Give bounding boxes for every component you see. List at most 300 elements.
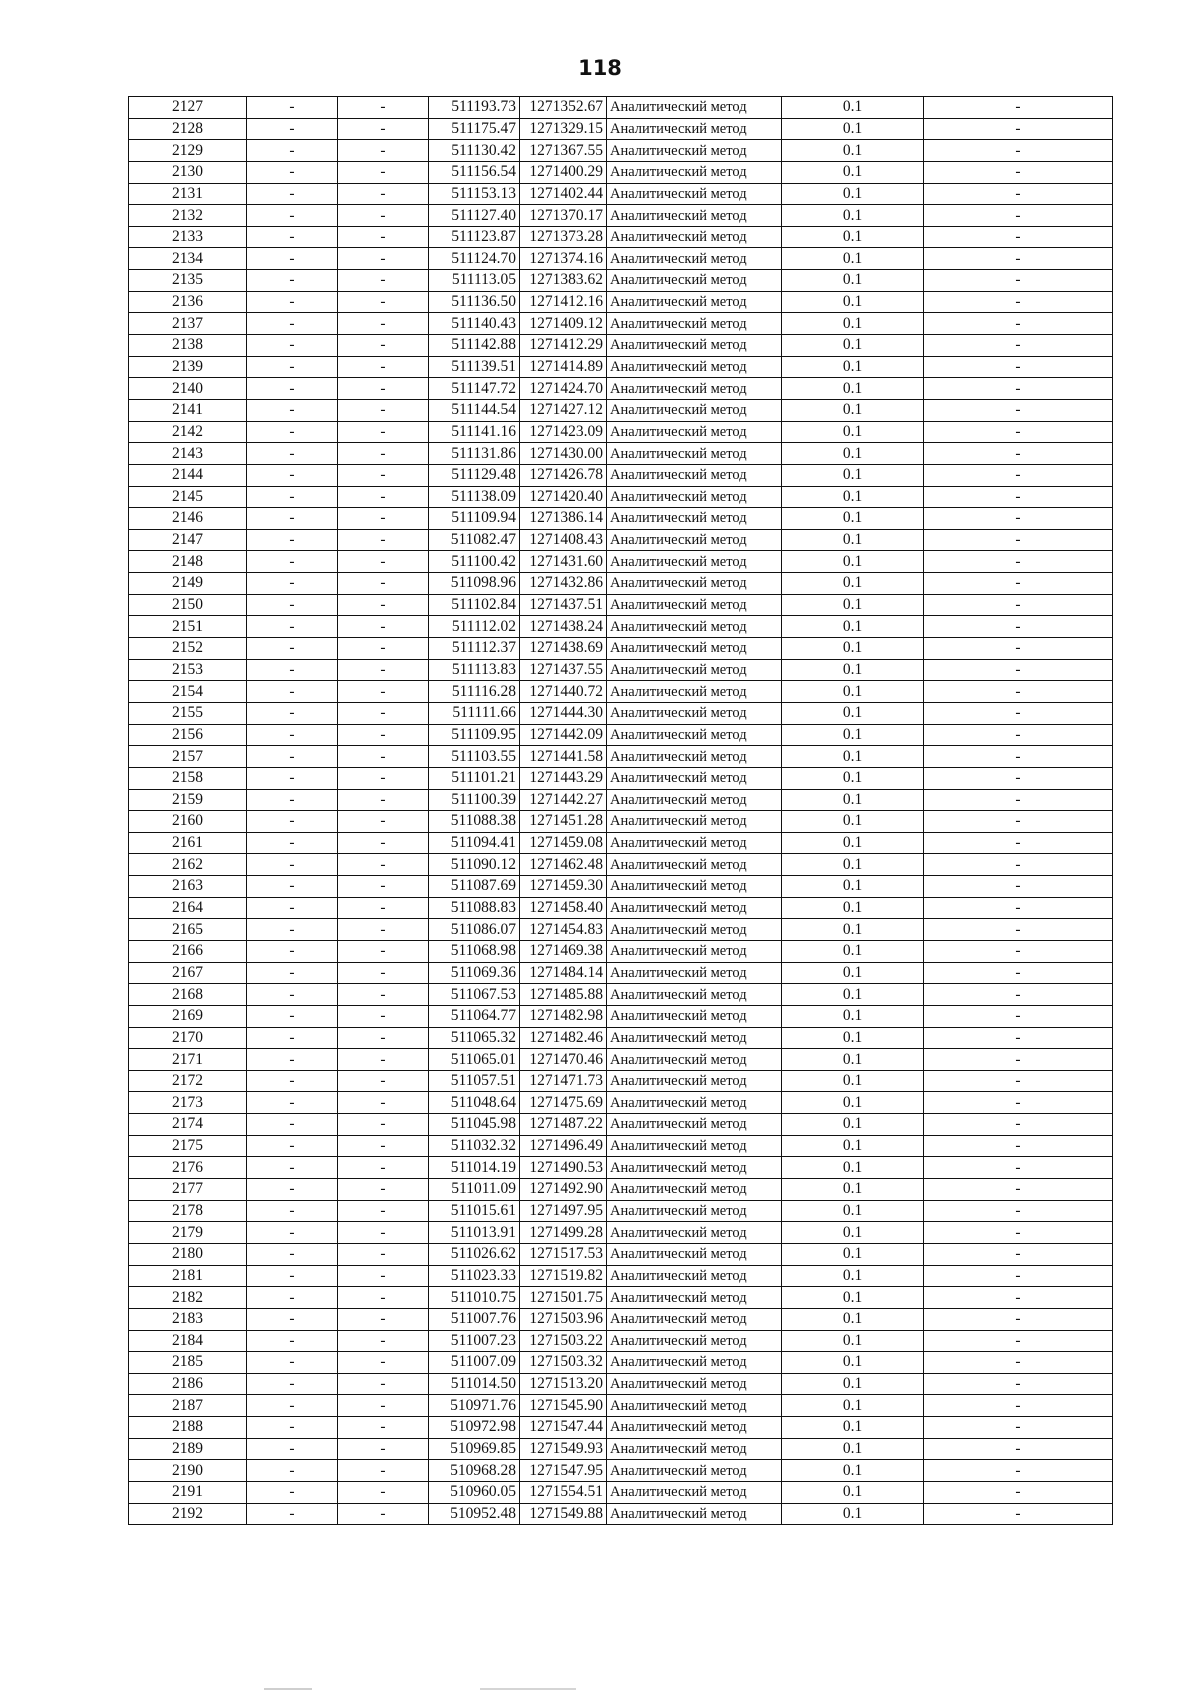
empty-value-cell: - bbox=[338, 464, 429, 486]
empty-value-cell: - bbox=[338, 378, 429, 400]
empty-value-cell: - bbox=[247, 1049, 338, 1071]
error-cell: 0.1 bbox=[782, 876, 924, 898]
error-cell: 0.1 bbox=[782, 1135, 924, 1157]
empty-value-cell: - bbox=[924, 832, 1113, 854]
empty-value-cell: - bbox=[247, 508, 338, 530]
error-cell: 0.1 bbox=[782, 1179, 924, 1201]
empty-value-cell: - bbox=[338, 789, 429, 811]
y-coordinate-cell: 1271462.48 bbox=[520, 854, 607, 876]
empty-value-cell: - bbox=[247, 205, 338, 227]
table-row bbox=[129, 1308, 1113, 1330]
point-number-cell: 2153 bbox=[129, 659, 247, 681]
empty-value-cell: - bbox=[247, 897, 338, 919]
point-number-cell: 2132 bbox=[129, 205, 247, 227]
empty-value-cell: - bbox=[338, 573, 429, 595]
y-coordinate-cell: 1271503.22 bbox=[520, 1330, 607, 1352]
y-coordinate-cell: 1271442.09 bbox=[520, 724, 607, 746]
error-cell: 0.1 bbox=[782, 464, 924, 486]
empty-value-cell: - bbox=[924, 1460, 1113, 1482]
empty-value-cell: - bbox=[924, 356, 1113, 378]
point-number-cell: 2161 bbox=[129, 832, 247, 854]
empty-value-cell: - bbox=[247, 529, 338, 551]
y-coordinate-cell: 1271408.43 bbox=[520, 529, 607, 551]
empty-value-cell: - bbox=[924, 464, 1113, 486]
empty-value-cell: - bbox=[338, 940, 429, 962]
point-number-cell: 2141 bbox=[129, 399, 247, 421]
empty-value-cell: - bbox=[338, 205, 429, 227]
table-row bbox=[129, 681, 1113, 703]
y-coordinate-cell: 1271373.28 bbox=[520, 226, 607, 248]
y-coordinate-cell: 1271492.90 bbox=[520, 1179, 607, 1201]
y-coordinate-cell: 1271547.95 bbox=[520, 1460, 607, 1482]
table-row bbox=[129, 1157, 1113, 1179]
method-cell: Аналитический метод bbox=[607, 832, 782, 854]
coordinates-table bbox=[128, 96, 1113, 1525]
empty-value-cell: - bbox=[924, 118, 1113, 140]
method-cell: Аналитический метод bbox=[607, 681, 782, 703]
empty-value-cell: - bbox=[338, 1005, 429, 1027]
empty-value-cell: - bbox=[338, 97, 429, 119]
empty-value-cell: - bbox=[338, 616, 429, 638]
empty-value-cell: - bbox=[924, 291, 1113, 313]
empty-value-cell: - bbox=[924, 226, 1113, 248]
table-row bbox=[129, 335, 1113, 357]
point-number-cell: 2188 bbox=[129, 1417, 247, 1439]
table-row bbox=[129, 940, 1113, 962]
error-cell: 0.1 bbox=[782, 811, 924, 833]
table-row bbox=[129, 573, 1113, 595]
empty-value-cell: - bbox=[924, 594, 1113, 616]
table-body bbox=[129, 97, 1113, 1525]
method-cell: Аналитический метод bbox=[607, 140, 782, 162]
table-row bbox=[129, 962, 1113, 984]
method-cell: Аналитический метод bbox=[607, 1135, 782, 1157]
y-coordinate-cell: 1271519.82 bbox=[520, 1265, 607, 1287]
table-row bbox=[129, 1135, 1113, 1157]
empty-value-cell: - bbox=[924, 1265, 1113, 1287]
point-number-cell: 2134 bbox=[129, 248, 247, 270]
point-number-cell: 2171 bbox=[129, 1049, 247, 1071]
error-cell: 0.1 bbox=[782, 1352, 924, 1374]
empty-value-cell: - bbox=[247, 248, 338, 270]
error-cell: 0.1 bbox=[782, 529, 924, 551]
empty-value-cell: - bbox=[338, 551, 429, 573]
x-coordinate-cell: 511175.47 bbox=[429, 118, 520, 140]
method-cell: Аналитический метод bbox=[607, 529, 782, 551]
empty-value-cell: - bbox=[338, 1287, 429, 1309]
y-coordinate-cell: 1271503.32 bbox=[520, 1352, 607, 1374]
empty-value-cell: - bbox=[338, 1027, 429, 1049]
empty-value-cell: - bbox=[338, 291, 429, 313]
empty-value-cell: - bbox=[247, 161, 338, 183]
method-cell: Аналитический метод bbox=[607, 1092, 782, 1114]
error-cell: 0.1 bbox=[782, 270, 924, 292]
empty-value-cell: - bbox=[924, 1005, 1113, 1027]
y-coordinate-cell: 1271370.17 bbox=[520, 205, 607, 227]
x-coordinate-cell: 511007.09 bbox=[429, 1352, 520, 1374]
x-coordinate-cell: 511116.28 bbox=[429, 681, 520, 703]
empty-value-cell: - bbox=[924, 1373, 1113, 1395]
method-cell: Аналитический метод bbox=[607, 616, 782, 638]
table-row bbox=[129, 421, 1113, 443]
point-number-cell: 2137 bbox=[129, 313, 247, 335]
method-cell: Аналитический метод bbox=[607, 940, 782, 962]
empty-value-cell: - bbox=[247, 1460, 338, 1482]
x-coordinate-cell: 511124.70 bbox=[429, 248, 520, 270]
method-cell: Аналитический метод bbox=[607, 1482, 782, 1504]
empty-value-cell: - bbox=[924, 1179, 1113, 1201]
x-coordinate-cell: 510968.28 bbox=[429, 1460, 520, 1482]
table-row bbox=[129, 551, 1113, 573]
y-coordinate-cell: 1271471.73 bbox=[520, 1070, 607, 1092]
method-cell: Аналитический метод bbox=[607, 724, 782, 746]
empty-value-cell: - bbox=[338, 832, 429, 854]
error-cell: 0.1 bbox=[782, 1482, 924, 1504]
x-coordinate-cell: 511136.50 bbox=[429, 291, 520, 313]
x-coordinate-cell: 511013.91 bbox=[429, 1222, 520, 1244]
y-coordinate-cell: 1271459.30 bbox=[520, 876, 607, 898]
table-row bbox=[129, 226, 1113, 248]
empty-value-cell: - bbox=[247, 702, 338, 724]
empty-value-cell: - bbox=[338, 638, 429, 660]
error-cell: 0.1 bbox=[782, 1222, 924, 1244]
empty-value-cell: - bbox=[338, 724, 429, 746]
error-cell: 0.1 bbox=[782, 1092, 924, 1114]
x-coordinate-cell: 511193.73 bbox=[429, 97, 520, 119]
method-cell: Аналитический метод bbox=[607, 984, 782, 1006]
error-cell: 0.1 bbox=[782, 443, 924, 465]
point-number-cell: 2170 bbox=[129, 1027, 247, 1049]
error-cell: 0.1 bbox=[782, 1070, 924, 1092]
error-cell: 0.1 bbox=[782, 140, 924, 162]
empty-value-cell: - bbox=[338, 270, 429, 292]
empty-value-cell: - bbox=[338, 443, 429, 465]
method-cell: Аналитический метод bbox=[607, 205, 782, 227]
table-row bbox=[129, 508, 1113, 530]
method-cell: Аналитический метод bbox=[607, 1114, 782, 1136]
empty-value-cell: - bbox=[338, 1157, 429, 1179]
error-cell: 0.1 bbox=[782, 789, 924, 811]
empty-value-cell: - bbox=[247, 140, 338, 162]
method-cell: Аналитический метод bbox=[607, 1005, 782, 1027]
error-cell: 0.1 bbox=[782, 118, 924, 140]
empty-value-cell: - bbox=[924, 746, 1113, 768]
x-coordinate-cell: 511127.40 bbox=[429, 205, 520, 227]
x-coordinate-cell: 511101.21 bbox=[429, 767, 520, 789]
method-cell: Аналитический метод bbox=[607, 1503, 782, 1525]
y-coordinate-cell: 1271412.16 bbox=[520, 291, 607, 313]
point-number-cell: 2175 bbox=[129, 1135, 247, 1157]
point-number-cell: 2169 bbox=[129, 1005, 247, 1027]
table-row bbox=[129, 594, 1113, 616]
y-coordinate-cell: 1271367.55 bbox=[520, 140, 607, 162]
empty-value-cell: - bbox=[338, 118, 429, 140]
table-row bbox=[129, 183, 1113, 205]
y-coordinate-cell: 1271470.46 bbox=[520, 1049, 607, 1071]
table-row bbox=[129, 984, 1113, 1006]
empty-value-cell: - bbox=[247, 356, 338, 378]
method-cell: Аналитический метод bbox=[607, 1308, 782, 1330]
x-coordinate-cell: 511014.50 bbox=[429, 1373, 520, 1395]
x-coordinate-cell: 511142.88 bbox=[429, 335, 520, 357]
empty-value-cell: - bbox=[924, 1503, 1113, 1525]
y-coordinate-cell: 1271437.55 bbox=[520, 659, 607, 681]
x-coordinate-cell: 510969.85 bbox=[429, 1438, 520, 1460]
table-row bbox=[129, 724, 1113, 746]
empty-value-cell: - bbox=[247, 1200, 338, 1222]
x-coordinate-cell: 511007.23 bbox=[429, 1330, 520, 1352]
point-number-cell: 2185 bbox=[129, 1352, 247, 1374]
empty-value-cell: - bbox=[924, 897, 1113, 919]
table-row bbox=[129, 486, 1113, 508]
method-cell: Аналитический метод bbox=[607, 1287, 782, 1309]
empty-value-cell: - bbox=[924, 443, 1113, 465]
empty-value-cell: - bbox=[247, 681, 338, 703]
method-cell: Аналитический метод bbox=[607, 1179, 782, 1201]
empty-value-cell: - bbox=[247, 1417, 338, 1439]
point-number-cell: 2148 bbox=[129, 551, 247, 573]
x-coordinate-cell: 511156.54 bbox=[429, 161, 520, 183]
table-row bbox=[129, 1114, 1113, 1136]
x-coordinate-cell: 511023.33 bbox=[429, 1265, 520, 1287]
method-cell: Аналитический метод bbox=[607, 356, 782, 378]
x-coordinate-cell: 511015.61 bbox=[429, 1200, 520, 1222]
y-coordinate-cell: 1271501.75 bbox=[520, 1287, 607, 1309]
y-coordinate-cell: 1271426.78 bbox=[520, 464, 607, 486]
empty-value-cell: - bbox=[924, 508, 1113, 530]
table-row bbox=[129, 529, 1113, 551]
error-cell: 0.1 bbox=[782, 573, 924, 595]
y-coordinate-cell: 1271496.49 bbox=[520, 1135, 607, 1157]
empty-value-cell: - bbox=[924, 1157, 1113, 1179]
empty-value-cell: - bbox=[338, 248, 429, 270]
empty-value-cell: - bbox=[924, 486, 1113, 508]
empty-value-cell: - bbox=[338, 962, 429, 984]
empty-value-cell: - bbox=[338, 1352, 429, 1374]
point-number-cell: 2128 bbox=[129, 118, 247, 140]
table-row bbox=[129, 1265, 1113, 1287]
y-coordinate-cell: 1271412.29 bbox=[520, 335, 607, 357]
table-row bbox=[129, 876, 1113, 898]
error-cell: 0.1 bbox=[782, 1287, 924, 1309]
point-number-cell: 2165 bbox=[129, 919, 247, 941]
point-number-cell: 2160 bbox=[129, 811, 247, 833]
empty-value-cell: - bbox=[924, 97, 1113, 119]
table-row bbox=[129, 1503, 1113, 1525]
error-cell: 0.1 bbox=[782, 659, 924, 681]
empty-value-cell: - bbox=[247, 1157, 338, 1179]
point-number-cell: 2156 bbox=[129, 724, 247, 746]
empty-value-cell: - bbox=[247, 876, 338, 898]
method-cell: Аналитический метод bbox=[607, 811, 782, 833]
table-row bbox=[129, 464, 1113, 486]
y-coordinate-cell: 1271545.90 bbox=[520, 1395, 607, 1417]
method-cell: Аналитический метод bbox=[607, 1417, 782, 1439]
empty-value-cell: - bbox=[338, 897, 429, 919]
error-cell: 0.1 bbox=[782, 97, 924, 119]
method-cell: Аналитический метод bbox=[607, 378, 782, 400]
empty-value-cell: - bbox=[924, 248, 1113, 270]
empty-value-cell: - bbox=[924, 1092, 1113, 1114]
method-cell: Аналитический метод bbox=[607, 161, 782, 183]
empty-value-cell: - bbox=[338, 356, 429, 378]
y-coordinate-cell: 1271440.72 bbox=[520, 681, 607, 703]
y-coordinate-cell: 1271400.29 bbox=[520, 161, 607, 183]
error-cell: 0.1 bbox=[782, 638, 924, 660]
empty-value-cell: - bbox=[924, 183, 1113, 205]
error-cell: 0.1 bbox=[782, 183, 924, 205]
empty-value-cell: - bbox=[247, 97, 338, 119]
empty-value-cell: - bbox=[247, 1265, 338, 1287]
empty-value-cell: - bbox=[924, 573, 1113, 595]
x-coordinate-cell: 511112.37 bbox=[429, 638, 520, 660]
point-number-cell: 2149 bbox=[129, 573, 247, 595]
y-coordinate-cell: 1271454.83 bbox=[520, 919, 607, 941]
point-number-cell: 2143 bbox=[129, 443, 247, 465]
point-number-cell: 2147 bbox=[129, 529, 247, 551]
method-cell: Аналитический метод bbox=[607, 551, 782, 573]
point-number-cell: 2174 bbox=[129, 1114, 247, 1136]
empty-value-cell: - bbox=[247, 443, 338, 465]
empty-value-cell: - bbox=[247, 291, 338, 313]
empty-value-cell: - bbox=[338, 508, 429, 530]
x-coordinate-cell: 510971.76 bbox=[429, 1395, 520, 1417]
empty-value-cell: - bbox=[247, 1070, 338, 1092]
point-number-cell: 2154 bbox=[129, 681, 247, 703]
empty-value-cell: - bbox=[247, 659, 338, 681]
empty-value-cell: - bbox=[338, 161, 429, 183]
error-cell: 0.1 bbox=[782, 1200, 924, 1222]
x-coordinate-cell: 511147.72 bbox=[429, 378, 520, 400]
empty-value-cell: - bbox=[247, 1243, 338, 1265]
method-cell: Аналитический метод bbox=[607, 919, 782, 941]
empty-value-cell: - bbox=[338, 1222, 429, 1244]
point-number-cell: 2172 bbox=[129, 1070, 247, 1092]
y-coordinate-cell: 1271484.14 bbox=[520, 962, 607, 984]
empty-value-cell: - bbox=[247, 638, 338, 660]
table-row bbox=[129, 1395, 1113, 1417]
empty-value-cell: - bbox=[338, 1243, 429, 1265]
error-cell: 0.1 bbox=[782, 1005, 924, 1027]
y-coordinate-cell: 1271482.46 bbox=[520, 1027, 607, 1049]
empty-value-cell: - bbox=[924, 616, 1113, 638]
table-row bbox=[129, 789, 1113, 811]
empty-value-cell: - bbox=[338, 1135, 429, 1157]
y-coordinate-cell: 1271374.16 bbox=[520, 248, 607, 270]
point-number-cell: 2178 bbox=[129, 1200, 247, 1222]
x-coordinate-cell: 511103.55 bbox=[429, 746, 520, 768]
y-coordinate-cell: 1271490.53 bbox=[520, 1157, 607, 1179]
empty-value-cell: - bbox=[338, 486, 429, 508]
y-coordinate-cell: 1271513.20 bbox=[520, 1373, 607, 1395]
method-cell: Аналитический метод bbox=[607, 1049, 782, 1071]
x-coordinate-cell: 511100.42 bbox=[429, 551, 520, 573]
y-coordinate-cell: 1271414.89 bbox=[520, 356, 607, 378]
point-number-cell: 2140 bbox=[129, 378, 247, 400]
empty-value-cell: - bbox=[338, 140, 429, 162]
method-cell: Аналитический метод bbox=[607, 1373, 782, 1395]
empty-value-cell: - bbox=[338, 1482, 429, 1504]
point-number-cell: 2162 bbox=[129, 854, 247, 876]
point-number-cell: 2157 bbox=[129, 746, 247, 768]
x-coordinate-cell: 511086.07 bbox=[429, 919, 520, 941]
x-coordinate-cell: 511088.38 bbox=[429, 811, 520, 833]
y-coordinate-cell: 1271549.93 bbox=[520, 1438, 607, 1460]
empty-value-cell: - bbox=[247, 270, 338, 292]
empty-value-cell: - bbox=[338, 854, 429, 876]
empty-value-cell: - bbox=[924, 1352, 1113, 1374]
empty-value-cell: - bbox=[247, 1135, 338, 1157]
error-cell: 0.1 bbox=[782, 356, 924, 378]
point-number-cell: 2139 bbox=[129, 356, 247, 378]
empty-value-cell: - bbox=[247, 854, 338, 876]
empty-value-cell: - bbox=[338, 1330, 429, 1352]
error-cell: 0.1 bbox=[782, 1308, 924, 1330]
error-cell: 0.1 bbox=[782, 832, 924, 854]
empty-value-cell: - bbox=[338, 1503, 429, 1525]
error-cell: 0.1 bbox=[782, 616, 924, 638]
empty-value-cell: - bbox=[247, 486, 338, 508]
method-cell: Аналитический метод bbox=[607, 248, 782, 270]
empty-value-cell: - bbox=[338, 1438, 429, 1460]
table-row bbox=[129, 1027, 1113, 1049]
method-cell: Аналитический метод bbox=[607, 1265, 782, 1287]
method-cell: Аналитический метод bbox=[607, 1200, 782, 1222]
empty-value-cell: - bbox=[338, 1179, 429, 1201]
empty-value-cell: - bbox=[924, 767, 1113, 789]
table-row bbox=[129, 811, 1113, 833]
x-coordinate-cell: 510952.48 bbox=[429, 1503, 520, 1525]
empty-value-cell: - bbox=[924, 789, 1113, 811]
method-cell: Аналитический метод bbox=[607, 1243, 782, 1265]
x-coordinate-cell: 511088.83 bbox=[429, 897, 520, 919]
x-coordinate-cell: 511111.66 bbox=[429, 702, 520, 724]
empty-value-cell: - bbox=[338, 767, 429, 789]
y-coordinate-cell: 1271554.51 bbox=[520, 1482, 607, 1504]
error-cell: 0.1 bbox=[782, 1460, 924, 1482]
error-cell: 0.1 bbox=[782, 767, 924, 789]
error-cell: 0.1 bbox=[782, 1503, 924, 1525]
method-cell: Аналитический метод bbox=[607, 962, 782, 984]
empty-value-cell: - bbox=[247, 1092, 338, 1114]
method-cell: Аналитический метод bbox=[607, 1460, 782, 1482]
point-number-cell: 2136 bbox=[129, 291, 247, 313]
x-coordinate-cell: 511123.87 bbox=[429, 226, 520, 248]
x-coordinate-cell: 511129.48 bbox=[429, 464, 520, 486]
empty-value-cell: - bbox=[247, 378, 338, 400]
y-coordinate-cell: 1271444.30 bbox=[520, 702, 607, 724]
empty-value-cell: - bbox=[924, 551, 1113, 573]
point-number-cell: 2179 bbox=[129, 1222, 247, 1244]
method-cell: Аналитический метод bbox=[607, 854, 782, 876]
table-row bbox=[129, 897, 1113, 919]
point-number-cell: 2166 bbox=[129, 940, 247, 962]
empty-value-cell: - bbox=[247, 1482, 338, 1504]
empty-value-cell: - bbox=[338, 335, 429, 357]
point-number-cell: 2176 bbox=[129, 1157, 247, 1179]
x-coordinate-cell: 511113.83 bbox=[429, 659, 520, 681]
point-number-cell: 2159 bbox=[129, 789, 247, 811]
point-number-cell: 2144 bbox=[129, 464, 247, 486]
table-row bbox=[129, 1438, 1113, 1460]
method-cell: Аналитический метод bbox=[607, 702, 782, 724]
y-coordinate-cell: 1271438.69 bbox=[520, 638, 607, 660]
empty-value-cell: - bbox=[924, 1200, 1113, 1222]
x-coordinate-cell: 511102.84 bbox=[429, 594, 520, 616]
empty-value-cell: - bbox=[924, 638, 1113, 660]
empty-value-cell: - bbox=[247, 1179, 338, 1201]
error-cell: 0.1 bbox=[782, 248, 924, 270]
